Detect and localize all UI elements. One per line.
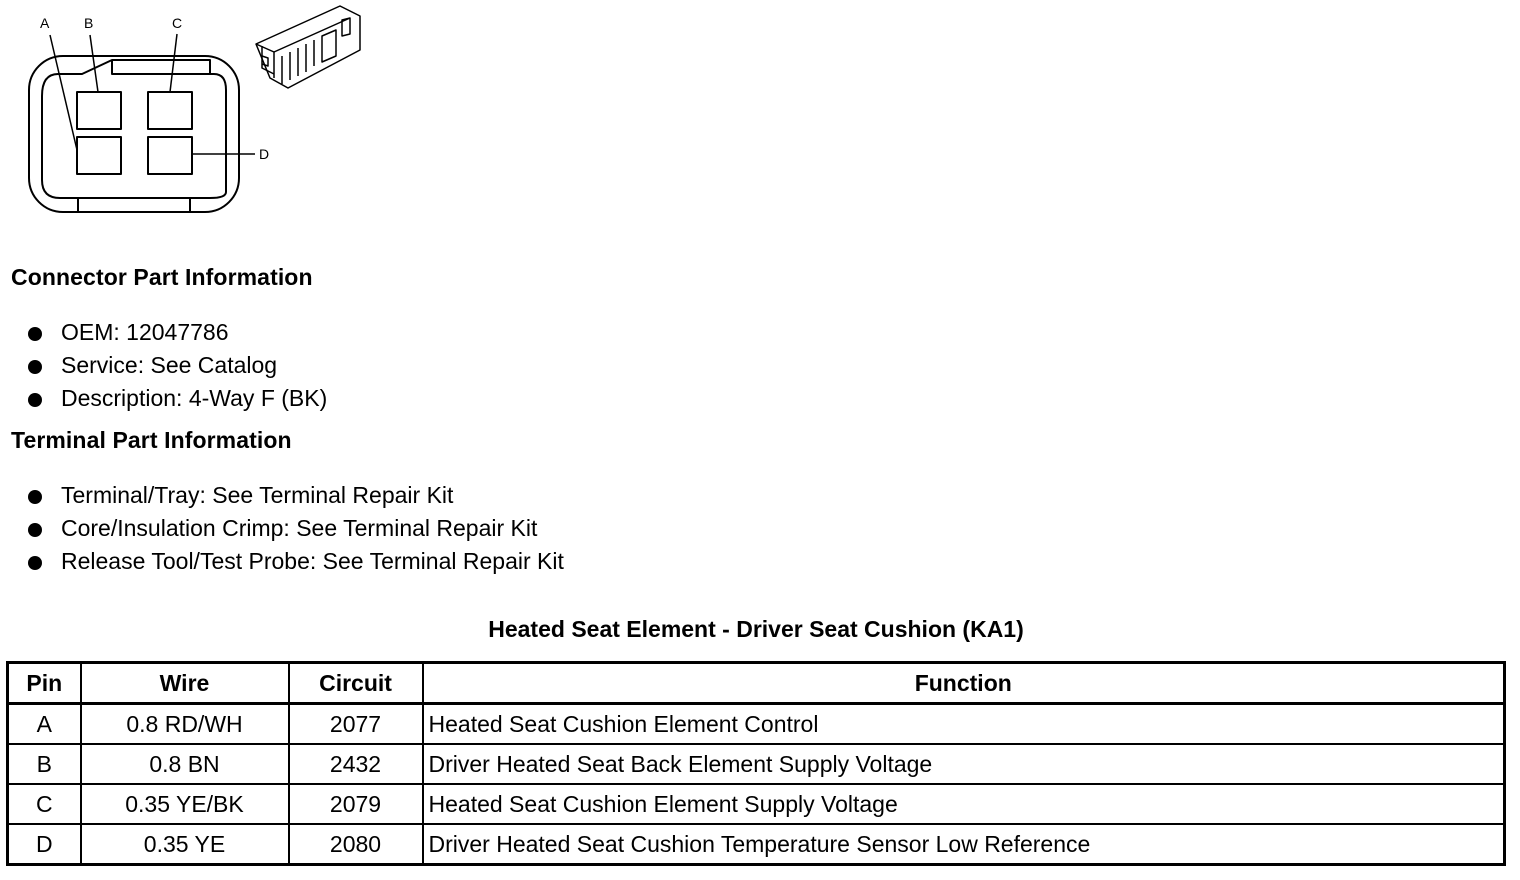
list-item: OEM: 12047786	[28, 316, 327, 349]
cell-function: Heated Seat Cushion Element Supply Voltage	[423, 784, 1505, 824]
cell-wire: 0.8 BN	[81, 744, 289, 784]
connector-latch	[112, 60, 210, 74]
table-row	[8, 824, 1505, 865]
cavity-d	[148, 137, 192, 174]
cell-function: Driver Heated Seat Cushion Temperature Sensor Low Reference	[423, 824, 1505, 865]
bullet-icon	[28, 490, 42, 504]
header-circuit: Circuit	[289, 663, 423, 704]
cell-pin: D	[8, 824, 81, 865]
connector-isometric-icon	[256, 6, 360, 88]
header-pin: Pin	[8, 663, 81, 704]
connector-inner-shell	[42, 60, 226, 198]
leader-c	[170, 34, 177, 92]
header-wire: Wire	[81, 663, 289, 704]
list-item: Core/Insulation Crimp: See Terminal Repair Kit	[28, 512, 564, 545]
list-item: Description: 4-Way F (BK)	[28, 382, 327, 415]
connector-info-heading: Connector Part Information	[11, 264, 313, 290]
bullet-icon	[28, 556, 42, 570]
terminal-info-heading: Terminal Part Information	[11, 427, 292, 453]
cell-circuit: 2077	[289, 704, 423, 745]
cell-pin: C	[8, 784, 81, 824]
table-row	[8, 744, 1505, 784]
table-title: Heated Seat Element - Driver Seat Cushion (KA1)	[488, 616, 1024, 642]
bullet-icon	[28, 327, 42, 341]
bullet-icon	[28, 360, 42, 374]
cavity-b	[77, 137, 121, 174]
list-item: Terminal/Tray: See Terminal Repair Kit	[28, 479, 564, 512]
table-row	[8, 704, 1505, 745]
cell-wire: 0.35 YE/BK	[81, 784, 289, 824]
cell-pin: B	[8, 744, 81, 784]
cell-circuit: 2432	[289, 744, 423, 784]
cell-circuit: 2079	[289, 784, 423, 824]
table-row	[8, 784, 1505, 824]
cell-pin: A	[8, 704, 81, 745]
cell-wire: 0.35 YE	[81, 824, 289, 865]
leader-a	[50, 35, 77, 150]
header-function: Function	[423, 663, 1505, 704]
bullet-icon	[28, 523, 42, 537]
pin-label-a: A	[40, 15, 50, 31]
cavity-a	[77, 92, 121, 129]
pin-label-b: B	[84, 15, 94, 31]
cell-function: Driver Heated Seat Back Element Supply Voltage	[423, 744, 1505, 784]
connector-diagram	[0, 0, 380, 220]
cavity-c	[148, 92, 192, 129]
leader-b	[90, 35, 98, 92]
cell-function: Heated Seat Cushion Element Control	[423, 704, 1505, 745]
table-header-row	[8, 663, 1505, 704]
pin-label-c: C	[172, 15, 183, 31]
terminal-info-list	[28, 479, 564, 578]
bullet-icon	[28, 393, 42, 407]
list-item: Release Tool/Test Probe: See Terminal Repair Kit	[28, 545, 564, 578]
cell-circuit: 2080	[289, 824, 423, 865]
pinout-table	[6, 661, 1506, 866]
list-item: Service: See Catalog	[28, 349, 327, 382]
connector-info-list	[28, 316, 327, 415]
pin-label-d: D	[259, 146, 270, 162]
cell-wire: 0.8 RD/WH	[81, 704, 289, 745]
